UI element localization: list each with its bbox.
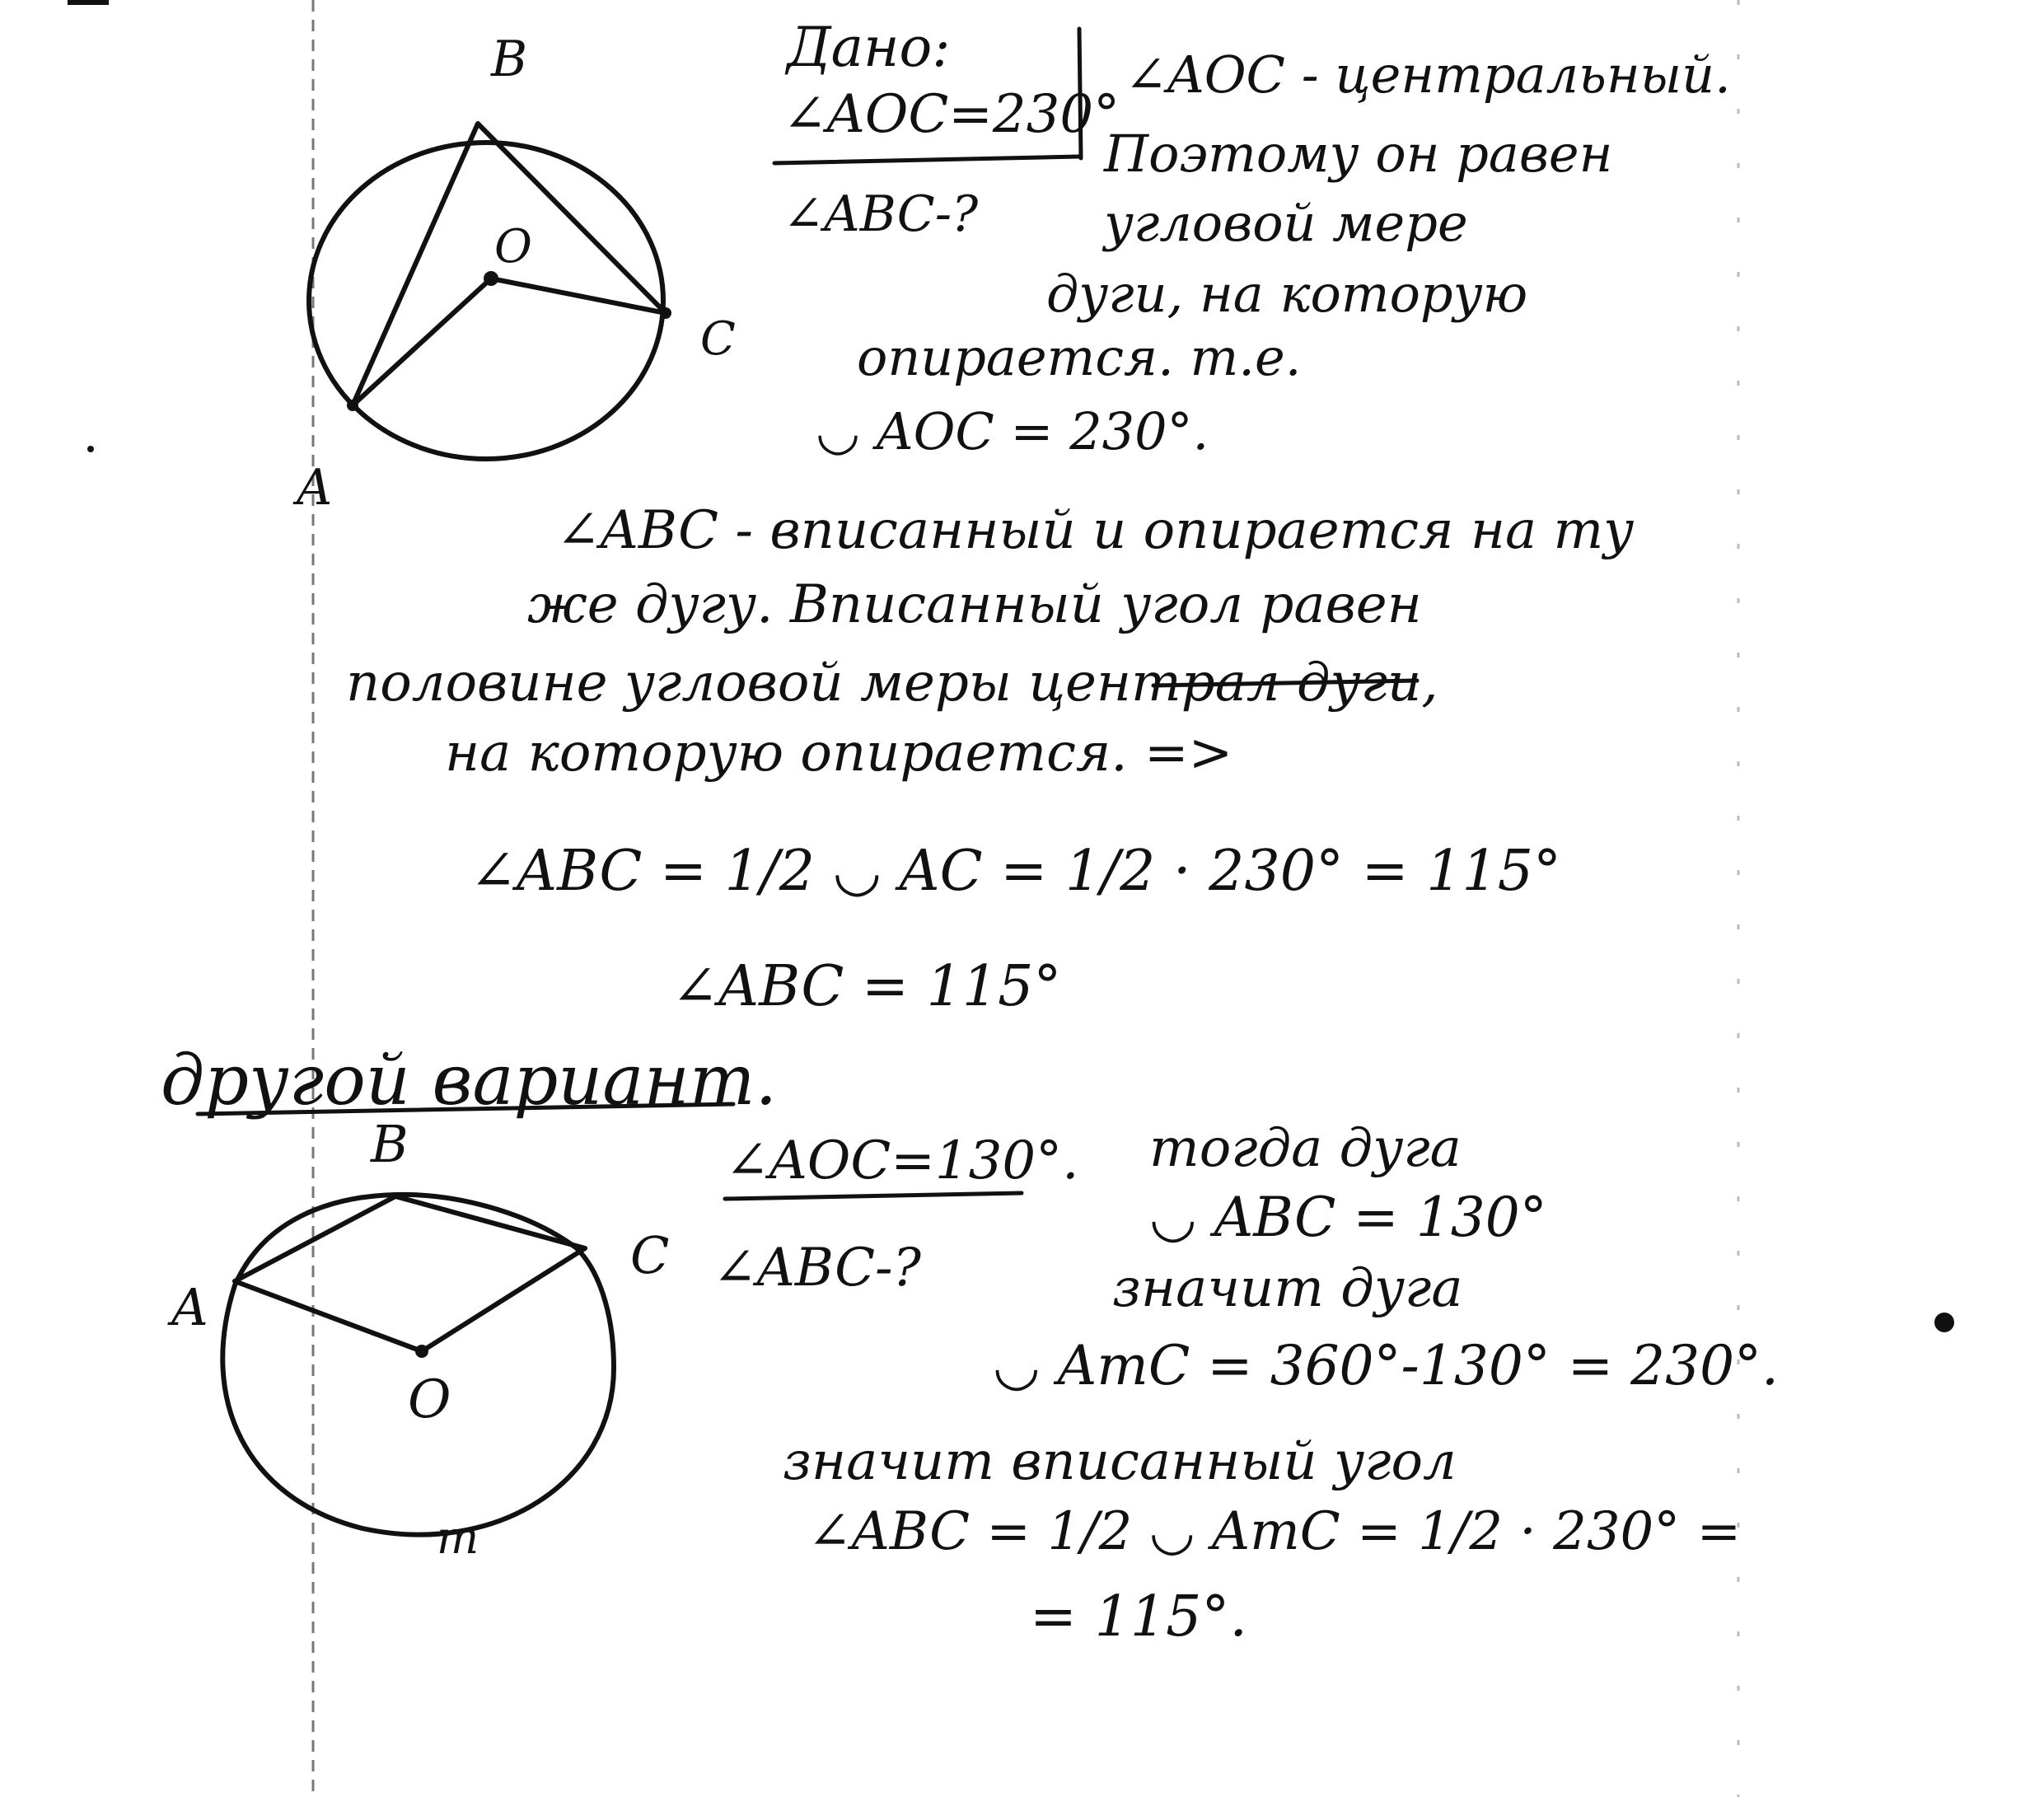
conclusion-line-2: ∠ABC = 1/2 ◡ AmC = 1/2 · 230° = [807,1501,1742,1562]
given-value: ∠AOC=230° [783,84,1120,145]
point-label-o-2: O [408,1369,451,1430]
given-value-2: ∠AOC=130°. [725,1130,1079,1191]
paragraph-line-2: же дугу. Вписанный угол равен [527,574,1422,635]
explanation-line-2: Поэтому он равен [1104,124,1613,184]
point-a-dot [347,400,358,411]
explanation-line-1: ∠AOC - центральный. [1125,44,1731,105]
center-point-o-2 [415,1345,428,1358]
explanation-line-3: угловой мере [1104,193,1468,253]
point-label-c-2: C [630,1225,670,1285]
find-value: ∠ABC-? [783,185,979,243]
point-label-o: O [494,220,532,274]
point-label-b: B [491,30,528,88]
paragraph-line-1: ∠ABC - вписанный и опирается на ту [556,500,1635,561]
stray-dot-left [87,446,94,452]
find-value-2: ∠ABC-? [713,1238,921,1299]
solution2-line-1: тогда дуга [1149,1118,1462,1179]
solution2-line-2: ◡ ABC = 130° [1149,1186,1547,1249]
given-title: Дано: [787,16,951,79]
alternative-heading: другой вариант. [161,1040,778,1121]
corner-mark [68,0,109,5]
formula-1: ∠ABC = 1/2 ◡ AC = 1/2 · 230° = 115° [470,839,1561,904]
point-label-m: m [437,1512,479,1564]
point-c-dot [660,307,671,319]
point-label-a-2: A [171,1277,208,1337]
answer-1: ∠ABC = 115° [671,954,1062,1019]
stray-dot [1934,1313,1954,1332]
solution2-line-4: ◡ AmC = 360°-130° = 230°. [993,1334,1780,1397]
explanation-line-4: дуги, на которую [1046,264,1528,324]
given-vertical-rule [1079,29,1081,158]
paragraph-line-4: на которую опирается. => [445,723,1233,784]
point-label-b-2: B [371,1114,409,1174]
point-label-c: C [700,312,736,366]
paragraph-line-3: половине угловой меры централ дуги, [346,653,1438,714]
solution2-line-3: значит дуга [1112,1258,1463,1319]
explanation-line-6: ◡ AOC = 230°. [816,401,1209,461]
point-label-a: A [297,459,333,517]
conclusion-line-3: = 115°. [1030,1584,1247,1650]
explanation-line-5: опирается. т.е. [857,327,1302,387]
conclusion-line-1: значит вписанный угол [783,1431,1457,1492]
